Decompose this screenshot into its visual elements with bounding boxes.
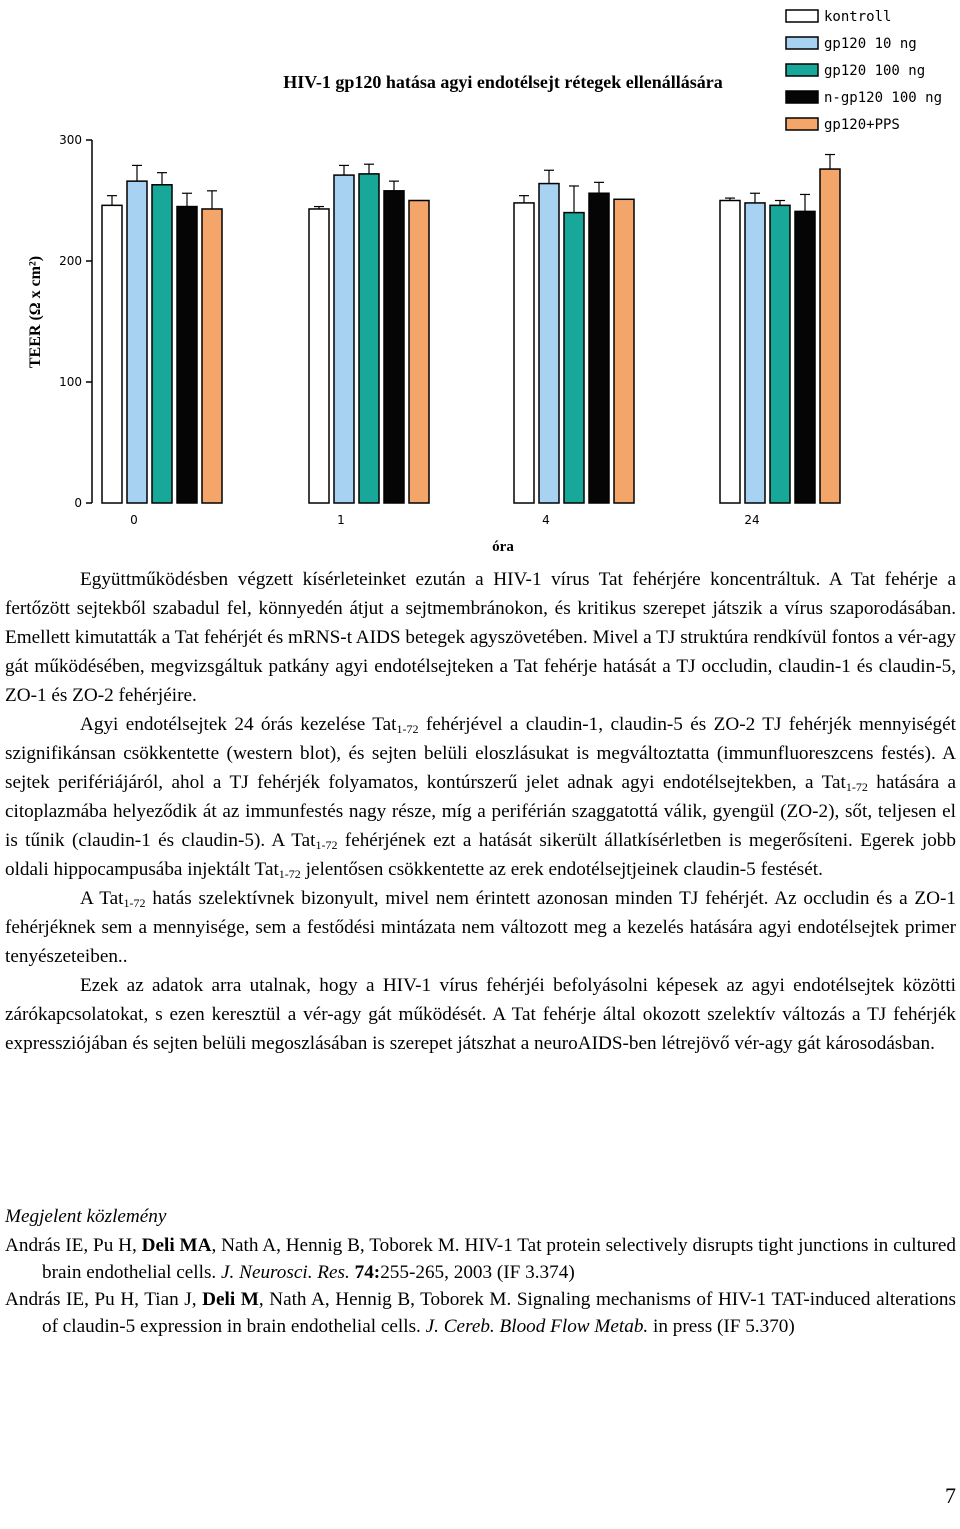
legend-swatch <box>786 64 818 76</box>
bar <box>564 213 584 503</box>
x-tick-label: 1 <box>337 513 345 527</box>
bar <box>409 201 429 504</box>
y-tick-label: 0 <box>74 496 82 510</box>
legend-swatch <box>786 118 818 130</box>
x-tick-label: 4 <box>542 513 550 527</box>
paragraph-1: Együttműködésben végzett kísérleteinket ezután a HIV-1 vírus Tat fehérjére koncentráltuk. A Tat fehérje a fertőzött sejtekből szabadul fel, könnyedén átjut a sejtmembránokon, és kritikus szerepet játszik a vírus szaporodásában. Emellett kimutatták a Tat fehérjét és mRNS-t AIDS betegek agyszövetében. Mivel a TJ struktúra rendkívül fontos a vér-agy gát működésében, megvizsgáltuk patkány agyi endotélsejteken a Tat fehérje hatását a TJ occludin, claudin-1 és claudin-5, ZO-1 és ZO-2 fehérjéire. <box>5 569 956 706</box>
paragraph-4: Ezek az adatok arra utalnak, hogy a HIV-1 vírus fehérjéi befolyásolni képesek az agyi endotélsejtek közötti zárókapcsolatokat, s ezen keresztül a vér-agy gát működését. A Tat fehérje által okozott szelektív változás a TJ fehérjék expressziójában és sejten belüli megoszlásában is szerepet játszhat a neuroAIDS-ben létrejövő vér-agy gát károsodásban. <box>5 975 956 1054</box>
chart-bars <box>102 155 840 503</box>
bar <box>202 209 222 503</box>
bar <box>539 184 559 503</box>
x-tick-label: 0 <box>130 513 138 527</box>
legend-label: n-gp120 100 ng <box>824 90 943 106</box>
bar <box>589 193 609 503</box>
publications-heading: Megjelent közlemény <box>5 1206 167 1227</box>
chart-canvas <box>0 0 960 560</box>
chart-legend <box>786 9 942 133</box>
y-tick-label: 100 <box>59 375 82 389</box>
legend-label: gp120 10 ng <box>824 36 917 52</box>
legend-swatch <box>786 10 818 22</box>
bar <box>614 199 634 503</box>
paragraph-3: A Tat$_{1-72}$ hatás szelektívnek bizonyult, mivel nem érintett azonosan minden TJ fehérjét. Az occludin és a ZO-1 fehérjéknek sem a mennyisége, sem a festődési mintázata nem változott meg a kezelés hatására agyi endotélsejtek primer tenyészeteiben.. <box>5 888 956 967</box>
legend-label: gp120+PPS <box>824 117 900 133</box>
bar <box>795 211 815 503</box>
reference-1: András IE, Pu H, Deli MA, Nath A, Hennig B, Toborek M. HIV-1 Tat protein selectively disrupts tight junctions in cultured brain endothelial cells. J. Neurosci. Res. 74:255-265, 2003 (IF 3.374) <box>5 1235 956 1283</box>
bar <box>514 203 534 503</box>
y-tick-label: 200 <box>59 254 82 268</box>
paragraph-2: Agyi endotélsejtek 24 órás kezelése Tat$_{1-72}$ fehérjével a claudin-1, claudin-5 és ZO-2 TJ fehérjék mennyiségét szignifikánsan csökkentette (western blot), és sejten belüli eloszlásukat is megváltoztatta (immunfluoreszcens festés). A sejtek perifériájáról, ahol a TJ fehérjék folyamatos, kontúrszerű jelet adnak agyi endotélsejtekben, a Tat$_{1-72}$ hatására a citoplazmába helyeződik át az immunfestés nagy része, míg a periférián szaggatottá válik, gyengül (ZO-2), sőt, teljesen el is tűnik (claudin-1 és claudin-5). A Tat$_{1-72}$ fehérjének ezt a hatását sikerült állatkísérletben is megerősíteni. Egerek jobb oldali hippocampusába injektált Tat$_{1-72}$ jelentősen csökkentette az erek endotélsejtjeinek claudin-5 festését. <box>5 714 956 881</box>
bar <box>177 207 197 503</box>
bar <box>102 205 122 503</box>
bar <box>359 174 379 503</box>
publications <box>5 1203 956 1340</box>
body-text <box>5 565 956 1058</box>
reference-2: András IE, Pu H, Tian J, Deli M, Nath A, Hennig B, Toborek M. Signaling mechanisms of HIV-1 TAT-induced alterations of claudin-5 expression in brain endothelial cells. J. Cereb. Blood Flow Metab. in press (IF 5.370) <box>5 1289 956 1337</box>
bar <box>334 175 354 503</box>
bar <box>384 191 404 503</box>
x-tick-label: 24 <box>744 513 760 527</box>
teer-bar-chart <box>0 0 960 560</box>
page-number: 7 <box>945 1483 956 1508</box>
x-axis-label: óra <box>492 539 514 555</box>
bar <box>770 205 790 503</box>
bar <box>820 169 840 503</box>
legend-label: gp120 100 ng <box>824 63 926 79</box>
bar <box>127 181 147 503</box>
bar <box>309 209 329 503</box>
legend-swatch <box>786 91 818 103</box>
bar <box>152 185 172 503</box>
bar <box>745 203 765 503</box>
legend-label: kontroll <box>824 9 892 25</box>
y-axis-label: TEER (Ω x cm²) <box>27 255 44 369</box>
y-tick-label: 300 <box>59 133 82 147</box>
legend-swatch <box>786 37 818 49</box>
chart-title: HIV-1 gp120 hatása agyi endotélsejt rétegek ellenállására <box>283 72 723 92</box>
bar <box>720 201 740 504</box>
